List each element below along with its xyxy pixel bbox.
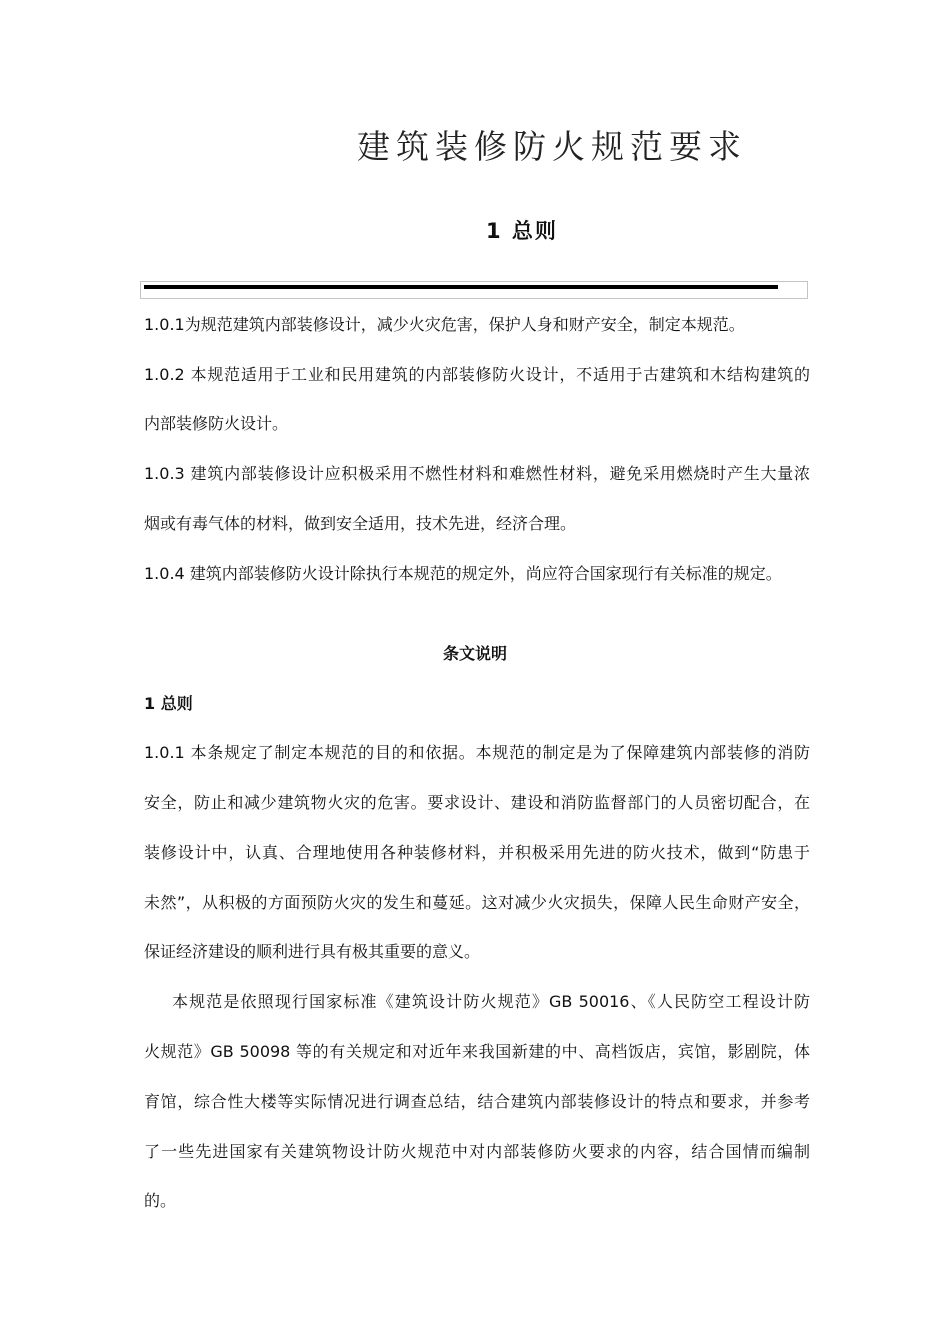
clause-1-0-4: 1.0.4 建筑内部装修防火设计除执行本规范的规定外，尚应符合国家现行有关标准的规定。 xyxy=(144,564,782,583)
explanation-p2-line-1: 本规范是依照现行国家标准《建筑设计防火规范》GB 50016、《人民防空工程设计防 xyxy=(172,992,810,1011)
explanation-subheading: 1 总则 xyxy=(144,694,193,713)
explanation-p1-line-4: 未然”，从积极的方面预防火灾的发生和蔓延。这对减少火灾损失，保障人民生命财产安全， xyxy=(144,893,810,912)
explanation-p2-line-4: 了一些先进国家有关建筑物设计防火规范中对内部装修防火要求的内容，结合国情而编制 xyxy=(144,1142,810,1161)
clause-1-0-3-line-1: 1.0.3 建筑内部装修设计应积极采用不燃性材料和难燃性材料，避免采用燃烧时产生大量浓 xyxy=(144,464,810,483)
heading-rule xyxy=(144,285,778,289)
document-title: 建筑装修防火规范要求 xyxy=(357,127,747,166)
explanation-p1-line-5: 保证经济建设的顺利进行具有极其重要的意义。 xyxy=(144,942,481,961)
explanation-p2-line-5: 的。 xyxy=(144,1191,177,1210)
explanation-p1-line-3: 装修设计中，认真、合理地使用各种装修材料，并积极采用先进的防火技术，做到“防患于 xyxy=(144,843,810,862)
heading-rule-frame xyxy=(140,281,808,299)
explanation-p1-line-1: 1.0.1 本条规定了制定本规范的目的和依据。本规范的制定是为了保障建筑内部装修的消防 xyxy=(144,743,810,762)
clause-1-0-2-line-2: 内部装修防火设计。 xyxy=(144,414,289,433)
clause-1-0-3-line-2: 烟或有毒气体的材料，做到安全适用，技术先进，经济合理。 xyxy=(144,514,577,533)
explanation-p2-line-3: 育馆，综合性大楼等实际情况进行调查总结，结合建筑内部装修设计的特点和要求，并参考 xyxy=(144,1092,810,1111)
clause-1-0-1: 1.0.1为规范建筑内部装修设计，减少火灾危害，保护人身和财产安全，制定本规范。 xyxy=(144,315,745,334)
chapter-heading: 1 总则 xyxy=(486,219,558,243)
explanation-p2-line-2: 火规范》GB 50098 等的有关规定和对近年来我国新建的中、高档饭店，宾馆，影剧院，体 xyxy=(144,1042,810,1061)
clause-1-0-2-line-1: 1.0.2 本规范适用于工业和民用建筑的内部装修防火设计，不适用于古建筑和木结构建筑的 xyxy=(144,365,810,384)
explanation-heading: 条文说明 xyxy=(442,644,507,663)
explanation-p1-line-2: 安全，防止和减少建筑物火灾的危害。要求设计、建设和消防监督部门的人员密切配合，在 xyxy=(144,793,810,812)
